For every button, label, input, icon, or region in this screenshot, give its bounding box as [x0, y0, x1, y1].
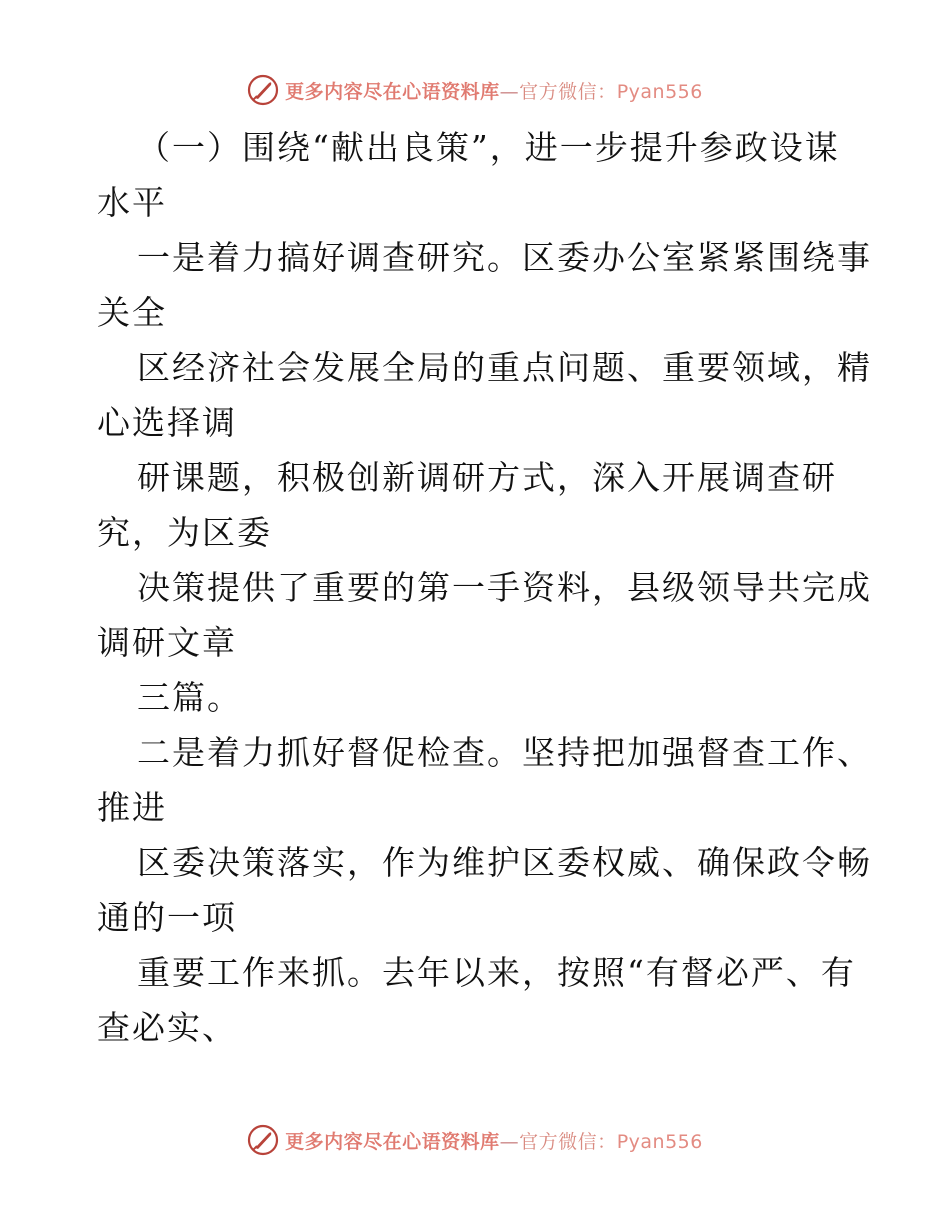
document-body	[97, 120, 872, 1055]
text-line: （一）围绕“献出良策”，进一步提升参政设谋	[137, 128, 840, 167]
watermark-separator: —	[499, 80, 520, 103]
watermark-wechat-id: Pyan556	[616, 1130, 703, 1153]
watermark-main-text: 更多内容尽在心语资料库	[285, 80, 500, 103]
text-line: 二是着力抓好督促检查。坚持把加强督查工作、	[137, 733, 872, 772]
watermark-main-text: 更多内容尽在心语资料库	[285, 1130, 500, 1153]
text-line: 推进	[97, 788, 167, 827]
text-line: 水平	[97, 183, 167, 222]
watermark-text	[285, 1127, 703, 1154]
watermark-official-label: 官方微信：	[519, 1130, 617, 1153]
watermark-text	[285, 77, 703, 104]
quill-logo-icon	[247, 1124, 279, 1156]
text-line: 通的一项	[97, 898, 237, 937]
text-line: 重要工作来抓。去年以来，按照“有督必严、有	[137, 953, 856, 992]
header-watermark	[0, 70, 950, 110]
text-line: 查必实、	[97, 1008, 237, 1047]
watermark-official-label: 官方微信：	[519, 80, 617, 103]
text-line: 心选择调	[97, 403, 237, 442]
watermark-wechat-id: Pyan556	[616, 80, 703, 103]
text-line: 研课题，积极创新调研方式，深入开展调查研	[137, 458, 837, 497]
text-line: 三篇。	[137, 678, 242, 717]
text-line: 决策提供了重要的第一手资料，县级领导共完成	[137, 568, 872, 607]
text-line: 究，为区委	[97, 513, 272, 552]
text-line: 区委决策落实，作为维护区委权威、确保政令畅	[137, 843, 872, 882]
quill-logo-icon	[247, 74, 279, 106]
text-line: 调研文章	[97, 623, 237, 662]
text-line: 一是着力搞好调查研究。区委办公室紧紧围绕事	[137, 238, 872, 277]
watermark-separator: —	[499, 1130, 520, 1153]
footer-watermark	[0, 1120, 950, 1160]
text-line: 区经济社会发展全局的重点问题、重要领域，精	[137, 348, 872, 387]
text-line: 关全	[97, 293, 167, 332]
